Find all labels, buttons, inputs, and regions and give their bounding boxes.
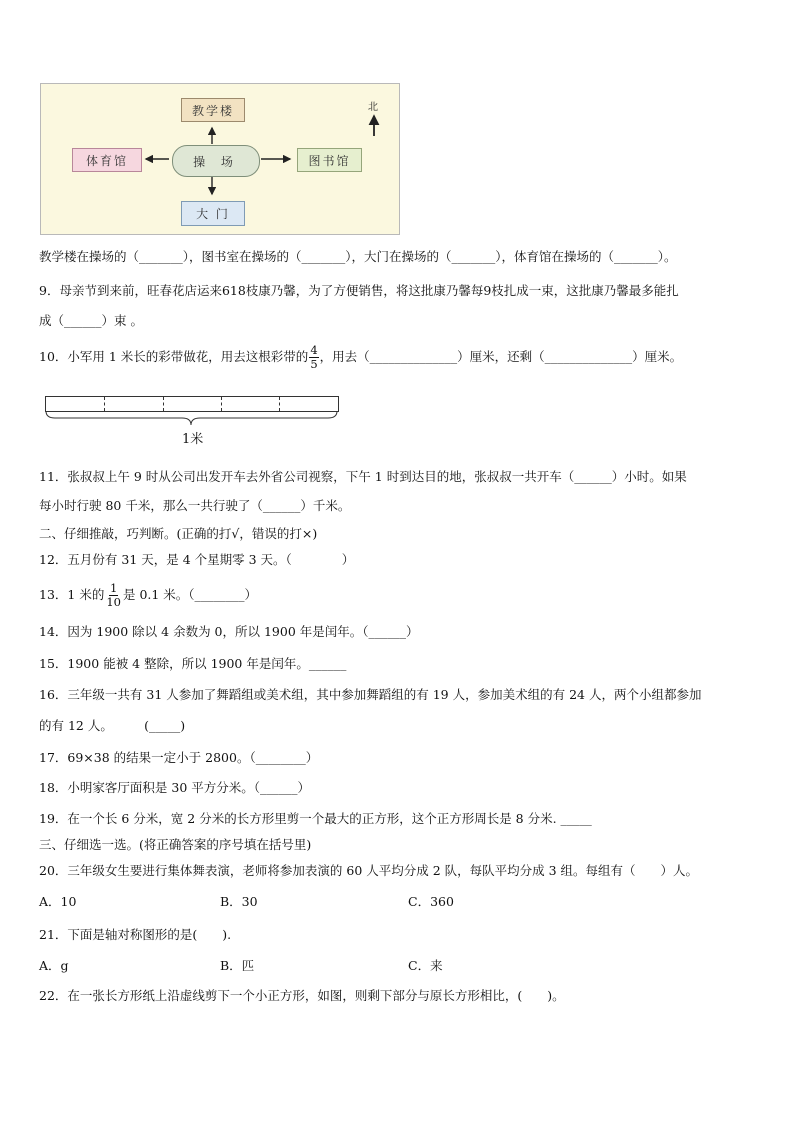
q20-option-b: B．30 (220, 894, 258, 909)
fraction-four-fifths (309, 344, 318, 371)
fraction-numerator: 4 (310, 343, 318, 357)
fraction-denominator: 10 (106, 595, 121, 609)
q13-line (39, 582, 257, 609)
q13-post: 是 0.1 米。（________） (122, 587, 258, 602)
q15-line: 15．1900 能被 4 整除，所以 1900 年是闰年。______ (39, 656, 347, 671)
q20-stem: 20．三年级女生要进行集体舞表演，老师将参加表演的 60 人平均分成 2 队，每队平均分成 3 组。每组有（ ）人。 (39, 863, 699, 878)
q16-line1: 16．三年级一共有 31 人参加了舞蹈组或美术组，其中参加舞蹈组的有 19 人，参加美术组的有 24 人，两个小组都参加 (39, 687, 702, 702)
fraction-denominator: 5 (310, 357, 318, 371)
q20-option-a: A．10 (39, 894, 77, 909)
ribbon-length-label: 1米 (182, 432, 204, 447)
q9-line1: 9．母亲节到来前，旺春花店运来618枝康乃馨，为了方便销售，将这批康乃馨每9枝扎成一束，这批康乃馨最多能扎 (39, 283, 679, 298)
gate-box: 大 门 (181, 201, 245, 226)
q20-option-c: C．360 (408, 894, 454, 909)
q10-line (39, 344, 682, 371)
q10-pre: 10．小军用 1 米长的彩带做花，用去这根彩带的 (39, 349, 309, 364)
q14-line: 14．因为 1900 除以 4 余数为 0，所以 1900 年是闰年。（______） (39, 624, 419, 639)
q9-line2: 成（______）束 。 (39, 313, 143, 328)
q19-line: 19．在一个长 6 分米，宽 2 分米的长方形里剪一个最大的正方形，这个正方形周长是 8 分米. _____ (39, 811, 592, 826)
ribbon-divider (279, 397, 280, 411)
ribbon-divider (221, 397, 222, 411)
q8-answer-line: 教学楼在操场的（_______），图书室在操场的（_______），大门在操场的（_______），体育馆在操场的（_______）。 (39, 249, 677, 264)
q10-post: ，用去（______________）厘米，还剩（______________）厘米。 (319, 349, 683, 364)
section-2-heading: 二、仔细推敲，巧判断。(正确的打√，错误的打×) (39, 526, 318, 541)
teaching-building-box: 教学楼 (181, 98, 245, 122)
ribbon-divider (163, 397, 164, 411)
library-box: 图书馆 (297, 148, 362, 172)
ribbon-divider (104, 397, 105, 411)
q22-stem: 22．在一张长方形纸上沿虚线剪下一个小正方形，如图，则剩下部分与原长方形相比，( )。 (39, 988, 565, 1003)
q11-line2: 每小时行驶 80 千米，那么一共行驶了（______）千米。 (39, 498, 351, 513)
north-label: 北 (368, 102, 378, 113)
fraction-numerator: 1 (110, 581, 118, 595)
q11-line1: 11．张叔叔上午 9 时从公司出发开车去外省公司视察，下午 1 时到达目的地，张叔叔一共开车（______）小时。如果 (39, 469, 687, 484)
q12-line: 12．五月份有 31 天，是 4 个星期零 3 天。（ ） (39, 552, 355, 567)
ribbon-brace (45, 410, 339, 428)
direction-map-figure (40, 83, 400, 235)
gym-box: 体育馆 (72, 148, 142, 172)
q13-pre: 13．1 米的 (39, 587, 105, 602)
q21-option-a: A．g (39, 958, 69, 973)
q16-line2: 的有 12 人。 (_____) (39, 718, 186, 733)
q21-option-b: B．匹 (220, 958, 255, 973)
section-3-heading: 三、仔细选一选。(将正确答案的序号填在括号里) (39, 837, 312, 852)
q18-line: 18．小明家客厅面积是 30 平方分米。（______） (39, 780, 311, 795)
q21-stem: 21．下面是轴对称图形的是( ). (39, 927, 232, 942)
playground-box: 操 场 (172, 145, 260, 177)
q21-option-c: C．来 (408, 958, 443, 973)
q17-line: 17．69×38 的结果一定小于 2800。（________） (39, 750, 319, 765)
fraction-one-tenth (105, 582, 122, 609)
